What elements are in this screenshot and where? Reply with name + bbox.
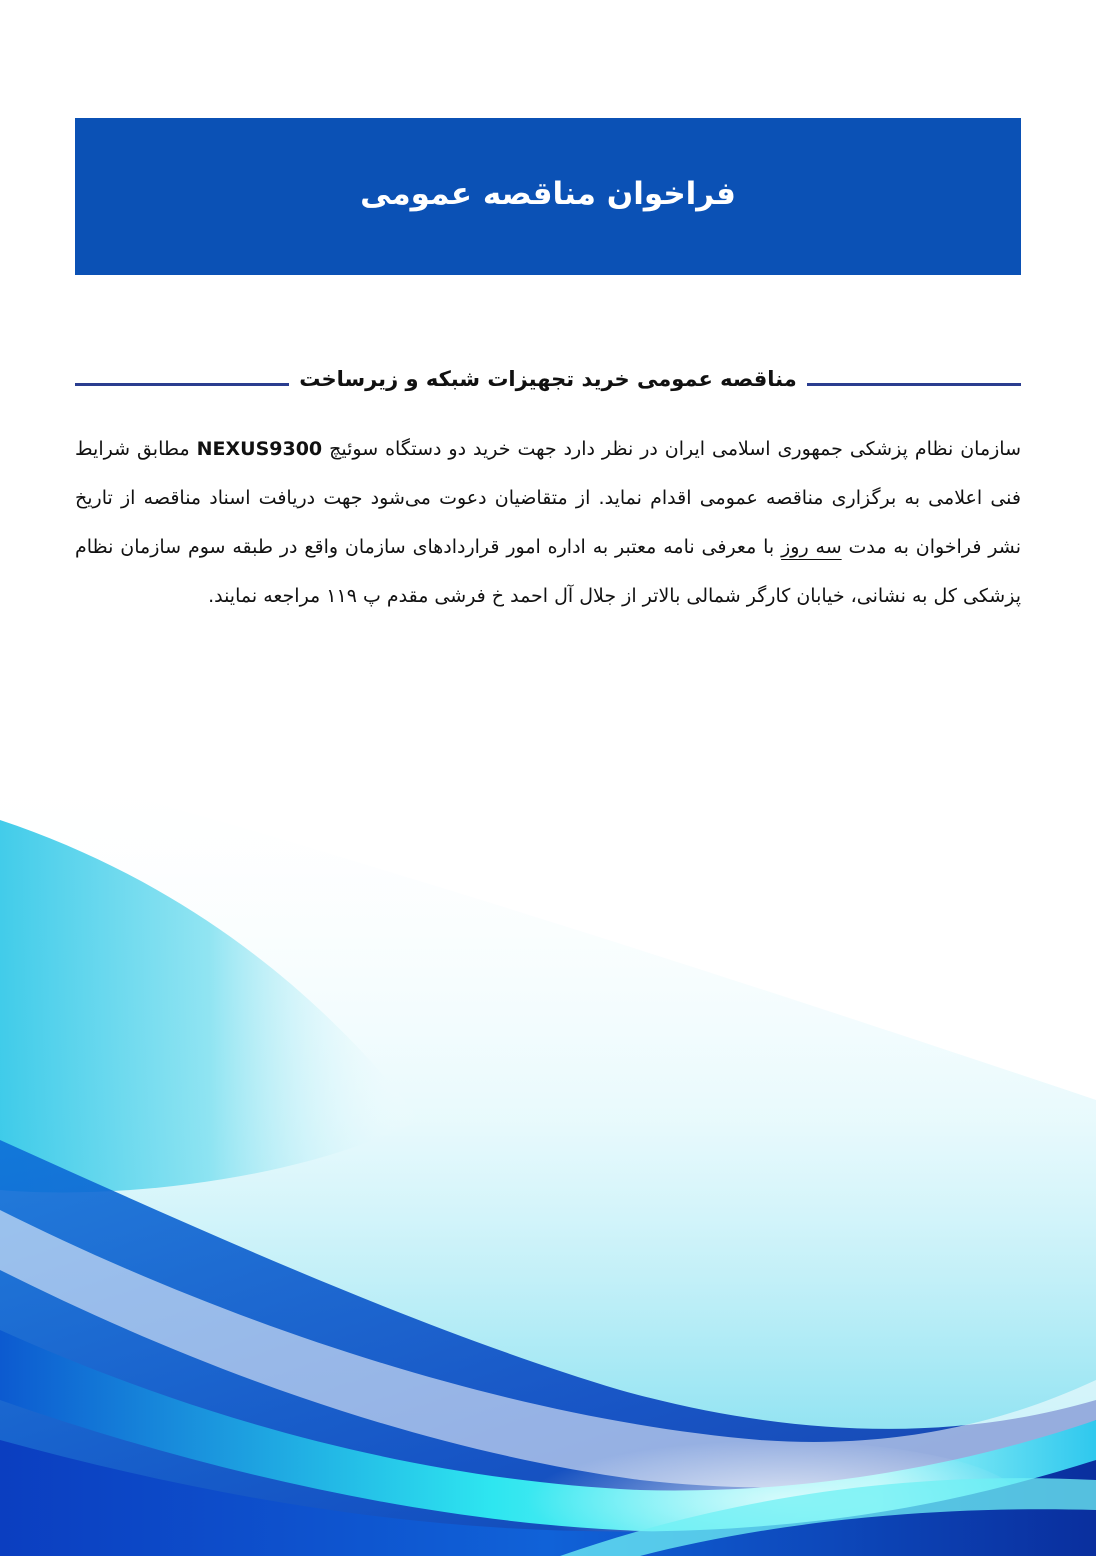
device-model: NEXUS9300 (196, 438, 323, 460)
heading-rule-right (807, 383, 1021, 386)
body-text-part-3: با معرفی نامه معتبر به اداره امور قراردادهای سازمان واقع در طبقه سوم سازمان نظام پزشکی کل به نشانی، خیابان کارگر شمالی بالاتر از جلال آل احمد خ فرشی مقدم پ ۱۱۹ مراجعه نمایند. (75, 536, 1021, 607)
announcement-body (75, 425, 1021, 621)
section-title: مناقصه عمومی خرید تجهیزات شبکه و زیرساخت (299, 367, 797, 391)
header-banner (75, 118, 1021, 275)
body-text-part-1: سازمان نظام پزشکی جمهوری اسلامی ایران در نظر دارد جهت خرید دو دستگاه سوئیچ (329, 438, 1022, 460)
duration-text: سه روز (781, 536, 842, 558)
page-title: فراخوان مناقصه عمومی (360, 176, 736, 212)
section-heading (75, 357, 1021, 401)
heading-rule-left (75, 383, 289, 386)
body-text-part-2: مطابق شرایط فنی اعلامی به برگزاری مناقصه عمومی اقدام نماید. از متقاضیان دعوت می‌شود جهت دریافت اسناد مناقصه از تاریخ نشر فراخوان به مدت (75, 438, 1021, 558)
